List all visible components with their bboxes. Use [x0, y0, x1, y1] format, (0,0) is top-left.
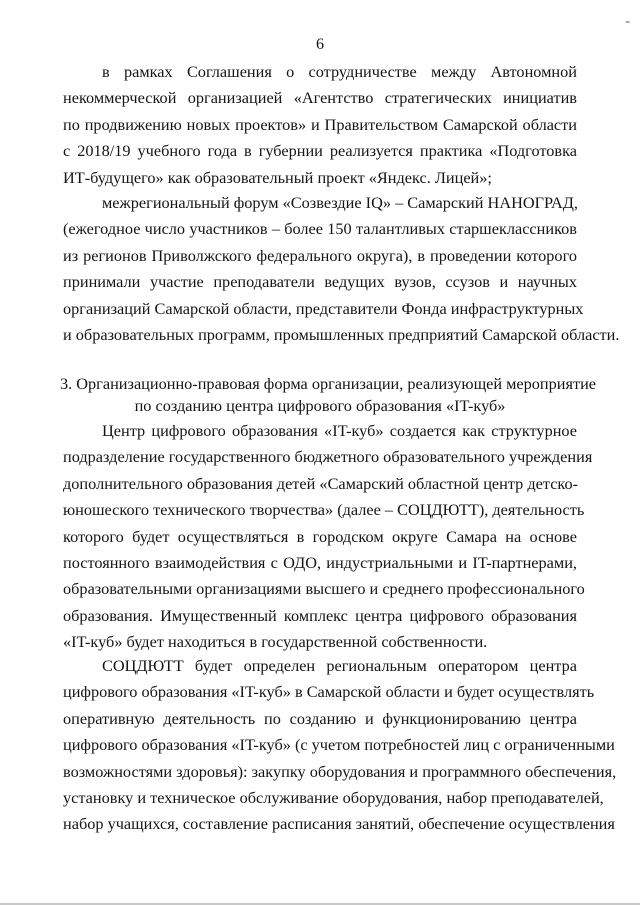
text-line: некоммерческой организацией «Агентство стратегических инициатив [63, 88, 577, 108]
corner-mark: - [625, 14, 630, 29]
text-line: и образовательных программ, промышленных предприятий Самарской области. [63, 324, 620, 344]
text-line: установку и техническое обслуживание оборудования, набор преподавателей, [63, 787, 604, 807]
paragraph-forum [63, 190, 620, 348]
text-line: (ежегодное число участников – более 150 талантливых старшеклассников [63, 219, 577, 239]
text-line: цифрового образования «IT-куб» (с учетом потребностей лиц с ограниченными [63, 735, 615, 755]
paragraph-agreement [63, 59, 577, 191]
text-line: СОЦДЮТТ будет определен региональным оператором центра [102, 656, 577, 675]
text-line: набор учащихся, составление расписания занятий, обеспечение осуществления [63, 814, 615, 834]
section-heading [60, 373, 597, 417]
text-line: Центр цифрового образования «IT-куб» создается как структурное [102, 421, 577, 440]
text-line: которого будет осуществляться в городском округе Самара на основе [63, 526, 577, 546]
text-line: подразделение государственного бюджетного образовательного учреждения [63, 447, 593, 467]
text-line: организаций Самарской области, представители Фонда инфраструктурных [63, 298, 584, 318]
text-line: ИТ-будущего» как образовательный проект «Яндекс. Лицей»; [63, 167, 492, 187]
text-line: из регионов Приволжского федерального округа), в проведении которого [63, 245, 577, 265]
text-line: постоянного взаимодействия с ОДО, индустриальными и IT-партнерами, [63, 552, 577, 572]
page-number: 6 [316, 36, 324, 53]
paragraph-operator [63, 653, 617, 838]
text-line: образовательными организациями высшего и среднего профессионального [63, 579, 585, 599]
text-line: в рамках Соглашения о сотрудничестве между Автономной [102, 62, 577, 81]
text-line: образования. Имущественный комплекс центра цифрового образования [63, 605, 577, 625]
text-line: межрегиональный форум «Созвездие IQ» – Самарский НАНОГРАД, [102, 193, 578, 212]
text-line: возможностями здоровья): закупку оборудования и программного обеспечения, [63, 761, 617, 781]
text-line: «IT-куб» будет находиться в государственной собственности. [63, 632, 488, 652]
heading-line: по созданию центра цифрового образования «IT-куб» [134, 396, 506, 415]
text-line: принимали участие преподаватели ведущих вузов, ссузов и научных [63, 272, 577, 292]
text-line: дополнительного образования детей «Самарский областной центр детско- [63, 473, 579, 493]
text-line: юношеского технического творчества» (далее – СОЦДЮТТ), деятельность [63, 500, 585, 520]
heading-line: 3. Организационно-правовая форма организации, реализующей мероприятие [60, 374, 597, 393]
text-line: с 2018/19 учебного года в губернии реализуется практика «Подготовка [63, 141, 577, 161]
text-line: оперативную деятельность по созданию и функционированию центра [63, 708, 577, 728]
paragraph-it-cube-center [63, 418, 593, 656]
text-line: по продвижению новых проектов» и Правительством Самарской области [63, 114, 577, 134]
text-line: цифрового образования «IT-куб» в Самарской области и будет осуществлять [63, 682, 595, 702]
